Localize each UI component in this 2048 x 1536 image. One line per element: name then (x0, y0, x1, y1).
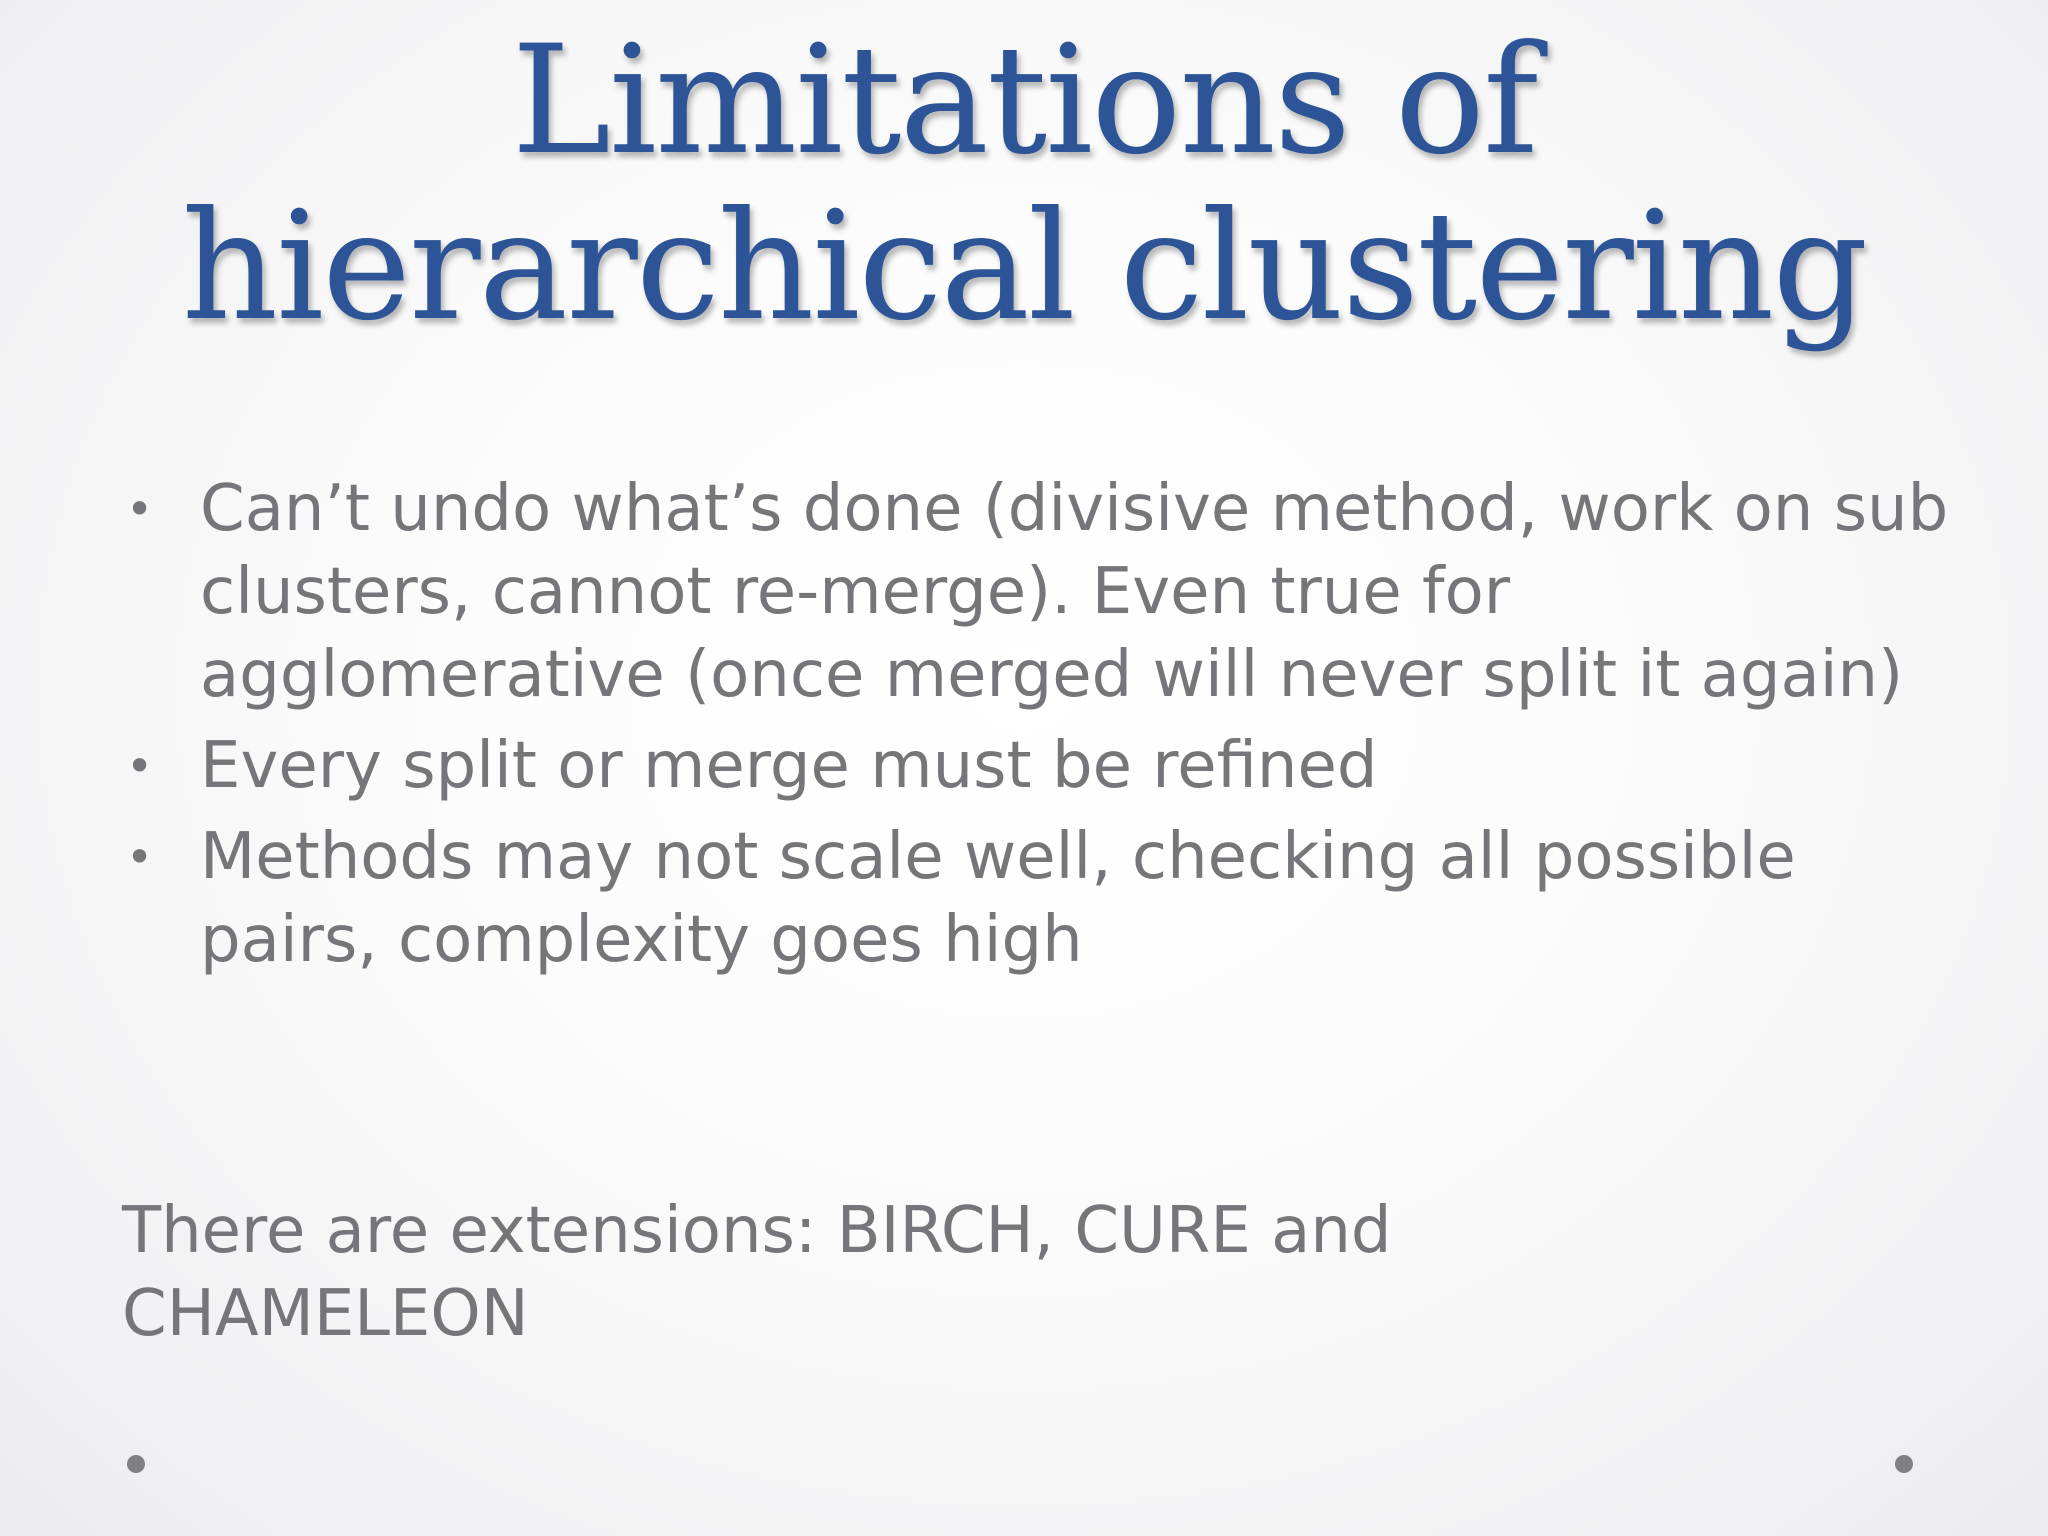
bullet-item (120, 725, 1960, 808)
bullet-icon: • (126, 482, 154, 536)
extensions-note: There are extensions: BIRCH, CURE and CHAMELEON (122, 1194, 1392, 1351)
bullet-list (120, 468, 1960, 990)
corner-dot-right-icon (1895, 1455, 1913, 1473)
bullet-icon: • (126, 830, 154, 884)
bullet-icon: • (126, 739, 154, 793)
bullet-item (120, 468, 1960, 717)
bullet-text: Every split or merge must be refined (200, 729, 1378, 803)
slide-title: Limitations of hierarchical clustering (181, 14, 1867, 354)
bullet-text: Can’t undo what’s done (divisive method, work on sub clusters, cannot re-merge). Even true for agglomerative (once merged will never split it again) (200, 472, 1949, 712)
bullet-item (120, 816, 1960, 982)
corner-dot-left-icon (127, 1455, 145, 1473)
bullet-text: Methods may not scale well, checking all possible pairs, complexity goes high (200, 820, 1796, 977)
